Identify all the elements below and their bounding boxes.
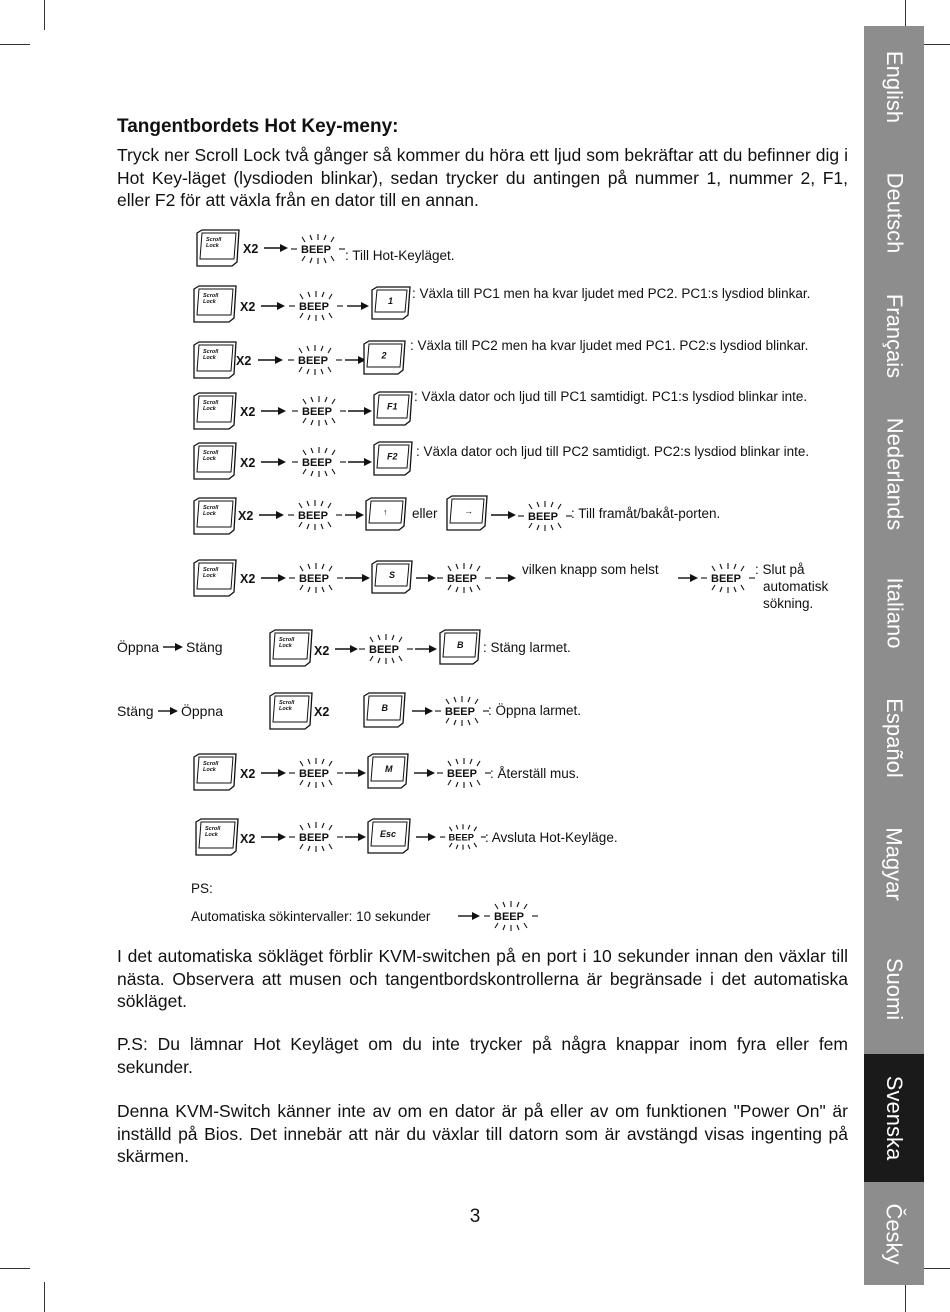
- key-label: Lock: [203, 299, 216, 305]
- beep-label: BEEP: [299, 301, 329, 313]
- key-label: Lock: [203, 573, 216, 579]
- times-two-label: X2: [240, 832, 256, 846]
- arrow-right-icon: [345, 356, 366, 364]
- scroll-lock-key-icon: [270, 693, 312, 729]
- key-icon: [374, 392, 412, 425]
- scroll-lock-key-icon: [197, 230, 239, 266]
- key-icon: [372, 287, 410, 319]
- key-label: Scroll: [203, 761, 219, 767]
- beep-icon: [292, 396, 346, 426]
- arrow-right-icon: [414, 769, 435, 777]
- key-label: Lock: [279, 706, 292, 712]
- page-number: 3: [469, 1206, 481, 1227]
- row-5-text: : Växla dator och ljud till PC2 samtidigt. PC2:s lysdiod blinkar inte.: [416, 444, 810, 459]
- paragraph-power-on: Denna KVM-Switch känner inte av om en dator är på eller av om funktionen "Power On" är inställd på Bios. Det innebär att när du växlar till datorn som är avstängd visas ingenting på skärmen.: [117, 1101, 848, 1166]
- times-two-label: X2: [240, 456, 256, 470]
- beep-icon: [289, 563, 343, 593]
- key-label: Scroll: [203, 505, 219, 511]
- key-label: Scroll: [205, 826, 221, 832]
- arrow-right-icon: [261, 302, 285, 310]
- beep-icon: [292, 447, 346, 477]
- paragraph-auto-scan: I det automatiska sökläget förblir KVM-switchen på en port i 10 sekunder innan den växlar till nästa. Observera att musen och tangentbordskontrollerna är begränsade i det automatiska sökläget.: [117, 946, 848, 1011]
- times-two-label: X2: [314, 705, 330, 719]
- key-icon: [447, 496, 487, 530]
- beep-label: BEEP: [447, 768, 477, 780]
- arrow-right-icon: [415, 645, 437, 653]
- beep-icon: [435, 696, 489, 726]
- key-label: Scroll: [279, 700, 295, 706]
- arrow-right-icon: [163, 643, 183, 651]
- tab-italiano[interactable]: Italiano: [882, 577, 908, 649]
- row-7-text-3: sökning.: [763, 596, 814, 611]
- beep-label: BEEP: [302, 457, 332, 469]
- arrow-right-icon: [678, 574, 698, 582]
- row-1-text: : Till Hot-Keyläget.: [345, 248, 455, 263]
- beep-icon: [288, 500, 342, 530]
- beep-label: BEEP: [445, 706, 475, 718]
- beep-icon: [288, 345, 342, 375]
- beep-label: BEEP: [711, 573, 741, 585]
- tab-cesky[interactable]: Česky: [882, 1202, 907, 1265]
- key-icon: [368, 819, 410, 853]
- tab-espanol[interactable]: Español: [882, 698, 908, 778]
- beep-icon: [437, 563, 491, 593]
- key-label: Lock: [203, 355, 216, 361]
- beep-icon: [289, 758, 343, 788]
- key-label: Lock: [203, 456, 216, 462]
- arrow-right-icon: [491, 511, 516, 519]
- key-icon: [374, 442, 412, 475]
- key-label: →: [464, 506, 473, 516]
- arrow-right-icon: [345, 769, 366, 777]
- key-icon: [372, 561, 412, 593]
- scroll-lock-key-icon: [194, 443, 236, 479]
- beep-icon: [440, 824, 486, 850]
- beep-label: BEEP: [494, 911, 524, 923]
- beep-label: BEEP: [299, 832, 329, 844]
- arrow-right-icon: [258, 356, 283, 364]
- row-6-text: : Till framåt/bakåt-porten.: [571, 506, 721, 521]
- arrow-right-icon: [345, 511, 364, 519]
- key-label: M: [385, 764, 393, 774]
- row-8-label-from: Öppna: [117, 639, 160, 655]
- row-9-label-to: Öppna: [181, 703, 224, 719]
- key-icon: [366, 498, 406, 530]
- key-label: F1: [387, 401, 398, 412]
- beep-label: BEEP: [448, 832, 475, 843]
- key-label: S: [389, 570, 396, 580]
- row-8-label-to: Stäng: [186, 639, 223, 655]
- arrow-right-icon: [416, 574, 436, 582]
- section-heading: Tangentbordets Hot Key-meny:: [117, 116, 399, 137]
- key-label: Lock: [206, 243, 219, 249]
- key-label: B: [381, 703, 388, 713]
- tab-deutsch[interactable]: Deutsch: [882, 172, 907, 254]
- arrow-right-icon: [259, 511, 284, 519]
- key-label: Lock: [205, 832, 218, 838]
- key-label: Lock: [203, 511, 216, 517]
- arrow-right-icon: [348, 458, 372, 466]
- arrow-right-icon: [335, 645, 358, 653]
- row-9-text: : Öppna larmet.: [488, 703, 582, 718]
- beep-icon: [518, 501, 572, 531]
- beep-label: BEEP: [299, 768, 329, 780]
- arrow-right-icon: [345, 574, 370, 582]
- scroll-lock-key-icon: [196, 819, 238, 855]
- key-label: Esc: [380, 829, 397, 839]
- arrow-right-icon: [264, 244, 288, 252]
- key-icon: [368, 754, 408, 788]
- arrow-right-icon: [458, 912, 480, 920]
- scroll-lock-key-icon: [194, 286, 236, 322]
- tab-nederlands[interactable]: Nederlands: [882, 417, 908, 531]
- times-two-label: X2: [240, 572, 256, 586]
- tab-svenska[interactable]: Svenska: [864, 1054, 924, 1182]
- ps-label: PS:: [191, 881, 213, 896]
- times-two-label: X2: [243, 242, 259, 256]
- arrow-right-icon: [261, 407, 286, 415]
- beep-icon: [484, 901, 538, 931]
- row-10-text: : Återställ mus.: [490, 766, 580, 781]
- scroll-lock-key-icon: [194, 498, 236, 534]
- arrow-right-icon: [347, 302, 369, 310]
- arrow-right-icon: [261, 574, 286, 582]
- arrow-right-icon: [496, 574, 516, 582]
- beep-icon: [701, 563, 755, 593]
- times-two-label: X2: [240, 300, 256, 314]
- beep-label: BEEP: [298, 510, 328, 522]
- key-label: Scroll: [279, 637, 295, 643]
- row-3-text: : Växla till PC2 men ha kvar ljudet med PC1. PC2:s lysdiod blinkar.: [410, 338, 809, 353]
- beep-label: BEEP: [447, 573, 477, 585]
- key-label: Scroll: [203, 450, 219, 456]
- tab-suomi[interactable]: Suomi: [882, 957, 908, 1021]
- beep-icon: [437, 758, 491, 788]
- tab-english[interactable]: English: [882, 50, 907, 124]
- times-two-label: X2: [240, 405, 256, 419]
- key-label: B: [457, 640, 464, 650]
- key-label: ↑: [383, 507, 388, 517]
- beep-label: BEEP: [369, 644, 399, 656]
- key-label: 2: [381, 350, 387, 361]
- times-two-label: X2: [238, 509, 254, 523]
- tab-magyar[interactable]: Magyar: [882, 827, 908, 901]
- beep-icon: [359, 634, 413, 664]
- key-icon: [440, 630, 480, 664]
- beep-icon: [289, 291, 343, 321]
- beep-label: BEEP: [528, 511, 558, 523]
- key-label: Scroll: [203, 293, 219, 299]
- beep-icon: [289, 822, 343, 852]
- key-label: 1: [388, 296, 394, 306]
- scroll-lock-key-icon: [194, 342, 236, 378]
- key-label: Scroll: [203, 400, 219, 406]
- key-icon: [364, 341, 405, 374]
- key-icon: [364, 693, 405, 727]
- ps-text: Automatiska sökintervaller: 10 sekunder: [191, 909, 431, 924]
- arrow-right-icon: [158, 707, 178, 715]
- row-6-mid: eller: [412, 506, 438, 521]
- beep-label: BEEP: [298, 355, 328, 367]
- scroll-lock-key-icon: [194, 754, 236, 790]
- times-two-label: X2: [314, 644, 330, 658]
- scroll-lock-key-icon: [194, 393, 236, 429]
- row-2-text: : Växla till PC1 men ha kvar ljudet med PC2. PC1:s lysdiod blinkar.: [412, 286, 811, 301]
- row-8-text: : Stäng larmet.: [483, 640, 571, 655]
- row-7-text-1: : Slut på: [755, 562, 805, 577]
- beep-label: BEEP: [301, 244, 331, 256]
- arrow-right-icon: [345, 833, 366, 841]
- arrow-right-icon: [261, 833, 286, 841]
- beep-label: BEEP: [299, 573, 329, 585]
- key-label: Lock: [203, 767, 216, 773]
- row-9-label-from: Stäng: [117, 703, 154, 719]
- key-label: Lock: [279, 643, 292, 649]
- row-4-text: : Växla dator och ljud till PC1 samtidigt. PC1:s lysdiod blinkar inte.: [414, 389, 808, 404]
- times-two-label: X2: [240, 767, 256, 781]
- row-7-mid: vilken knapp som helst: [522, 562, 659, 577]
- key-label: F2: [387, 451, 398, 462]
- arrow-right-icon: [261, 458, 286, 466]
- arrow-right-icon: [348, 407, 372, 415]
- key-label: Scroll: [203, 349, 219, 355]
- beep-icon: [291, 234, 345, 264]
- key-label: Lock: [203, 406, 216, 412]
- paragraph-ps-note: P.S: Du lämnar Hot Keyläget om du inte trycker på några knappar inom fyra eller fem sekunder.: [117, 1034, 848, 1077]
- scroll-lock-key-icon: [270, 630, 312, 666]
- row-11-text: : Avsluta Hot-Keyläge.: [485, 830, 618, 845]
- tab-francais[interactable]: Français: [882, 293, 908, 379]
- scroll-lock-key-icon: [194, 560, 236, 596]
- key-label: Scroll: [206, 237, 222, 243]
- row-7-text-2: automatisk: [763, 579, 829, 594]
- beep-label: BEEP: [302, 406, 332, 418]
- arrow-right-icon: [412, 707, 433, 715]
- times-two-label: X2: [236, 354, 252, 368]
- arrow-right-icon: [416, 833, 436, 841]
- intro-paragraph: Tryck ner Scroll Lock två gånger så kommer du höra ett ljud som bekräftar att du befinner dig i Hot Key-läget (lysdioden blinkar), sedan trycker du antingen på nummer 1, nummer 2, F1, eller F2 för att växla från en dator till en annan.: [117, 145, 848, 210]
- arrow-right-icon: [261, 769, 286, 777]
- key-label: Scroll: [203, 567, 219, 573]
